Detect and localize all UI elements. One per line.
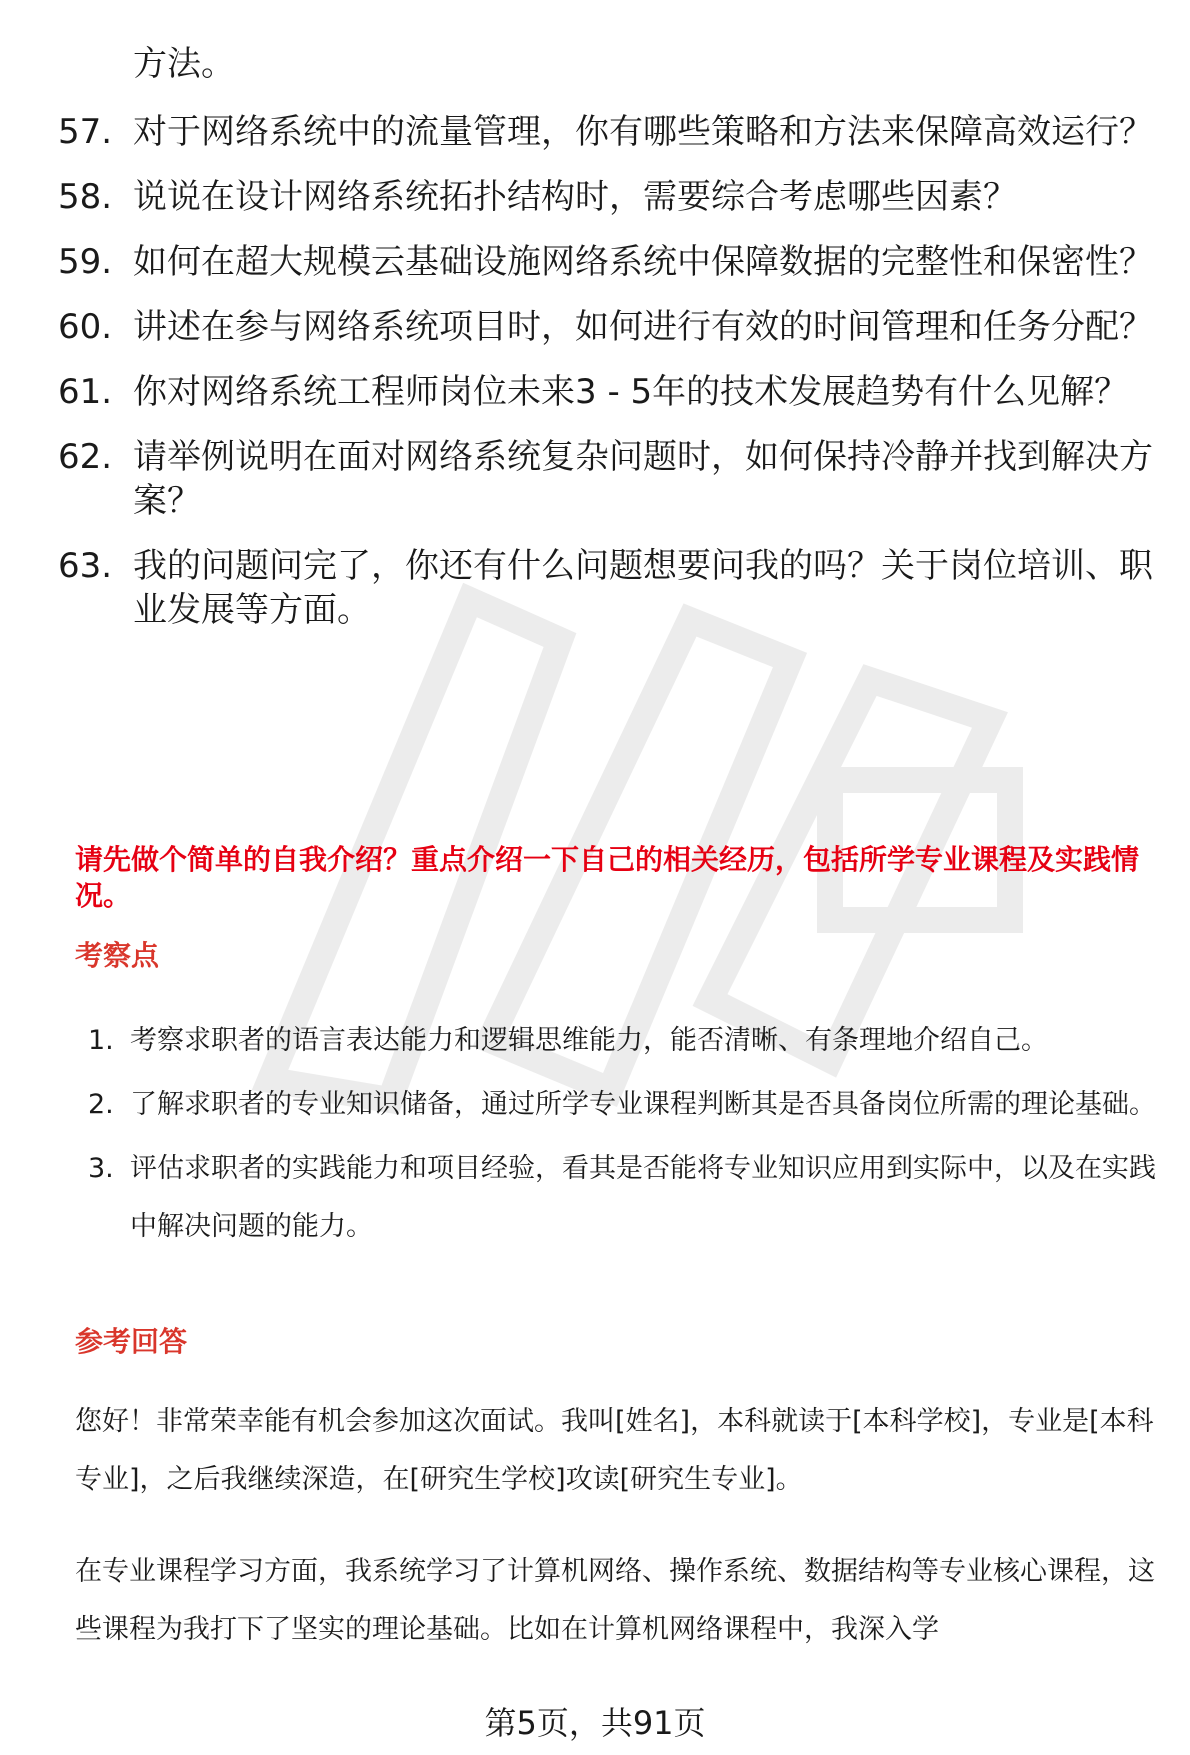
question-heading: 请先做个简单的自我介绍？重点介绍一下自己的相关经历，包括所学专业课程及实践情况。 [75, 843, 1140, 912]
question-item [58, 110, 1168, 154]
reference-heading: 参考回答 [75, 1325, 188, 1358]
question-item [58, 240, 1168, 284]
question-number: 62. [58, 437, 113, 477]
question-item [58, 175, 1168, 219]
question-text: 讲述在参与网络系统项目时，如何进行有效的时间管理和任务分配？ [133, 307, 1153, 347]
question-number: 59. [58, 242, 113, 282]
question-text: 说说在设计网络系统拓扑结构时，需要综合考虑哪些因素？ [133, 177, 1017, 217]
assessment-text: 了解求职者的专业知识储备，通过所学专业课程判断其是否具备岗位所需的理论基础。 [130, 1089, 1156, 1120]
assessment-text: 评估求职者的实践能力和项目经验，看其是否能将专业知识应用到实际中，以及在实践中解决问题的能力。 [130, 1153, 1156, 1242]
assessment-item [88, 1140, 1163, 1256]
question-number: 58. [58, 177, 113, 217]
question-list [58, 110, 1168, 653]
assessment-item [88, 1076, 1163, 1134]
assessment-number: 1. [88, 1025, 114, 1056]
continuation-text: 方法。 [133, 44, 235, 84]
question-number: 61. [58, 372, 113, 412]
question-item [58, 370, 1168, 414]
assessment-number: 3. [88, 1153, 114, 1184]
question-number: 63. [58, 546, 113, 586]
question-item [58, 305, 1168, 349]
reference-paragraph: 在专业课程学习方面，我系统学习了计算机网络、操作系统、数据结构等专业核心课程，这些课程为我打下了坚实的理论基础。比如在计算机网络课程中，我深入学 [75, 1556, 1155, 1645]
assessment-list [88, 1012, 1163, 1262]
question-item [58, 544, 1168, 632]
question-number: 57. [58, 112, 113, 152]
question-text: 请举例说明在面对网络系统复杂问题时，如何保持冷静并找到解决方案？ [133, 437, 1153, 521]
assessment-heading: 考察点 [75, 939, 160, 972]
assessment-item [88, 1012, 1163, 1070]
assessment-text: 考察求职者的语言表达能力和逻辑思维能力，能否清晰、有条理地介绍自己。 [130, 1025, 1048, 1056]
page-footer: 第5页，共91页 [484, 1704, 706, 1742]
question-text: 如何在超大规模云基础设施网络系统中保障数据的完整性和保密性？ [133, 242, 1153, 282]
question-text: 对于网络系统中的流量管理，你有哪些策略和方法来保障高效运行？ [133, 112, 1153, 152]
question-item [58, 435, 1168, 523]
reference-paragraph: 您好！非常荣幸能有机会参加这次面试。我叫[姓名]，本科就读于[本科学校]，专业是[本科专业]，之后我继续深造，在[研究生学校]攻读[研究生专业]。 [75, 1406, 1154, 1495]
assessment-number: 2. [88, 1089, 114, 1120]
question-text: 你对网络系统工程师岗位未来3 - 5年的技术发展趋势有什么见解？ [133, 372, 1129, 412]
question-number: 60. [58, 307, 113, 347]
question-text: 我的问题问完了，你还有什么问题想要问我的吗？关于岗位培训、职业发展等方面。 [133, 546, 1153, 630]
